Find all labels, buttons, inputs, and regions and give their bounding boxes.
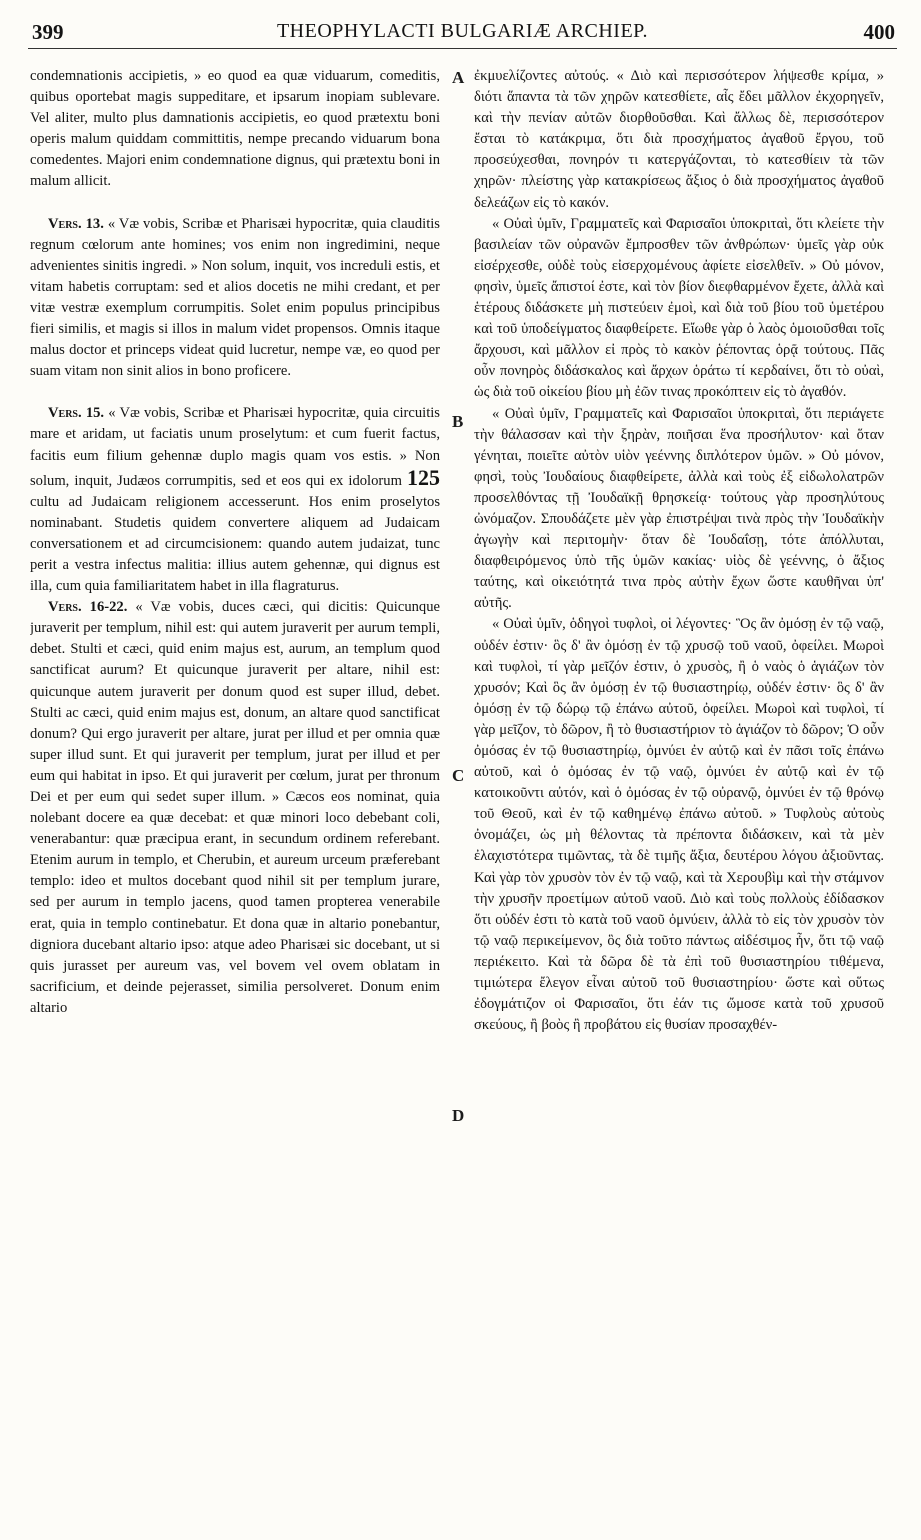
greek-column bbox=[474, 66, 884, 1524]
latin-column bbox=[30, 66, 440, 1524]
latin-paragraph bbox=[30, 597, 440, 1019]
greek-paragraph: « Οὐαὶ ὑμῖν, Γραμματεῖς καὶ Φαρισαῖοι ὑποκριταὶ, ὅτι κλείετε τὴν βασιλείαν τῶν οὐρανῶν ἔμπροσθεν τῶν ἀνθρώπων· ὑμεῖς γὰρ οὐκ εἰσέρχεσθε, οὐδὲ τοὺς εἰσερχομένους ἀφίετε εἰσελθεῖν. » Οὐ μόνον, φησὶν, ὑμεῖς ἄπιστοί ἐστε, καὶ τὸν βίον διεφθαρμένον ἔχετε, ἀλλὰ καὶ ἑτέρους διδάσκετε μὴ πιστεύειν ἐμοὶ, καὶ διὰ τοῦ βίου τοῦ ὑμετέρου καὶ τοῦ ὑποδείγματος διαφθείρετε. Εἴωθε γὰρ ὁ λαὸς ὁμοιοῦσθαι τοῖς ἄρχουσι, καὶ μᾶλλον εἰ πρὸς τὸ κακὸν ῥέποντας ὁρᾷ τούτους. Πᾶς οὖν πονηρὸς διδάσκαλος καὶ ἄρχων ὁράτω τί κερδαίνει, ὅτι τὸ οὐαὶ, ὡς διὰ τοῦ οἰκείου βίου μὴ ἐῶν τινας προκόπτειν εἰς τὸ ἀγαθόν. bbox=[474, 215, 884, 401]
verse-label: Vers. 13. bbox=[48, 215, 104, 232]
latin-text: « Væ vobis, Scribæ et Pharisæi hypocritæ, quia circuitis mare et aridam, ut faciatis unum proselytum: et cum fuerit factus, facitis eum filium gehennæ duplo magis quam vos estis. » Non solum, inquit, Judæos corrumpitis, sed et eos qui ex idolorum bbox=[30, 405, 440, 489]
margin-letter-a: A bbox=[452, 68, 465, 87]
verse-label: Vers. 15. bbox=[48, 405, 105, 422]
latin-text: « Væ vobis, duces cæci, qui dicitis: Quicunque juraverit per templum, nihil est: qui autem juraverit per aurum templi, debet. Stulti et cæci, quid enim majus est, aurum, an templum quod sanctificat aurum? Et quicunque juraverit per altare, nihil est: quicunque autem juraverit per donum quod est super illud, debet. Stulti ac cæci, quid enim majus est, donum, an altare quod sanctificat donum? Qui ergo juraverit per altare, jurat per illud et per omnia quæ super illud sunt. Et qui juraverit per templum, jurat per illud et per eum qui habitat in ipso. Et qui juraverit per cœlum, jurat per thronum Dei et per eum qui sedet super illum. » Cæcos eos nominat, quia nolebant docere ea quæ decebat: et quæ minori loco debebant coli, venerabantur: quæ præcipua erant, in secundum ordinem referebant. Etenim aurum in templo, et Cherubin, et aureum urceum præferebant templo: ideo et multos docebant quod nihil sit per templum jurare, sed per aurum in templo jacens, quod tamen propterea venerabile erat, quia in templo continebatur. Et dona quæ in altario ponebantur, digniora ducebant altario ipso: atque adeo Pharisæi sic docebant, ut si quis jurasset per aureum vas, vel bovem vel ovem oblatam in sacrificium, et deinde pejerasset, similia persolveret. Donum enim altario bbox=[30, 599, 440, 1016]
column-marker: 125 bbox=[407, 464, 440, 490]
greek-paragraph: ἐκμυελίζοντες αὐτούς. « Διὸ καὶ περισσότερον λήψεσθε κρίμα, » διότι ἅπαντα τὰ τῶν χηρῶν κατεσθίετε, αἷς ἔδει μᾶλλον ἐκχορηγεῖν, καὶ τὴν πενίαν αὐτῶν διορθοῦσθαι. Καὶ ἄλλως δὲ, περισσότερον ἔσται τὸ κατάκριμα, ὅτι διὰ προσχήματος ἀγαθοῦ ἔργου, τοῦ προσεύχεσθαι, πονηρόν τι κατεργάζονται, τὸ κατεσθίειν τὰ τῶν χηρῶν· πλείστης γὰρ κατακρίσεως ἄξιος ὁ διὰ προσχήματος ἀγαθοῦ δελεάζων εἰς τὸ κακόν. bbox=[474, 68, 884, 211]
greek-paragraph: « Οὐαὶ ὑμῖν, ὁδηγοὶ τυφλοὶ, οἱ λέγοντες· Ὃς ἂν ὀμόσῃ ἐν τῷ ναῷ, οὐδέν ἐστιν· ὃς δ' ἂν ὀμόσῃ ἐν τῷ χρυσῷ τοῦ ναοῦ, ὀφείλει. Μωροὶ καὶ τυφλοὶ, τί γὰρ μεῖζόν ἐστιν, ὁ χρυσὸς, ἢ ὁ ναὸς ὁ ἁγιάζων τὸν χρυσόν; Καὶ ὃς ἂν ὀμόσῃ ἐν τῷ θυσιαστηρίῳ, οὐδέν ἐστιν· ὃς δ' ἂν ὀμόσῃ ἐν τῷ δώρῳ τῷ ἐπάνω αὐτοῦ, ὀφείλει. Μωροὶ καὶ τυφλοὶ, τί γὰρ μεῖζον, τὸ δῶρον, ἢ τὸ θυσιαστήριον τὸ ἁγιάζον τὸ δῶρον; Ὁ οὖν ὀμόσας ἐν τῷ θυσιαστηρίῳ, ὀμνύει ἐν αὐτῷ καὶ ἐν πᾶσι τοῖς ἐπάνω αὐτοῦ, καὶ ὁ ὀμόσας ἐν τῷ ναῷ, ὀμνύει ἐν αὐτῷ καὶ ἐν τῷ κατοικοῦντι αὐτόν, καὶ ὁ ὀμόσας ἐν τῷ οὐρανῷ, ὀμνύει ἐν τῷ θρόνῳ τοῦ Θεοῦ, καὶ ἐν τῷ καθημένῳ ἐπάνω αὐτοῦ. » Τυφλοὺς αὐτοὺς ὀνομάζει, ὡς μὴ θέλοντας τὰ πρέποντα διδάσκειν, καὶ τὰ μὲν ἐλαχιστότερα τιμῶντας, τὰ δὲ τιμῆς ἄξια, δευτέρου λόγου ἀξιοῦντας. Καὶ γὰρ τὸν χρυσὸν τὸν ἐν τῷ ναῷ, καὶ τὰ Χερουβὶμ καὶ τὴν στάμνον τὴν χρυσῆν προετίμων αὐτοῦ ναοῦ. Διὸ καὶ τοὺς πολλοὺς ἐδίδασκον ὅτι οὐδέν ἐστι τὸ κατὰ τοῦ ναοῦ ὀμνύειν, ἀλλὰ τὸ εἰς τὸν χρυσὸν τὸν τῷ ναῷ περικείμενον, ὃς διὰ τοῦτο πάντως αἰδέσιμος ἦν, ὅτι τῷ ναῷ περιέκειτο. Καὶ τὰ δῶρα δὲ τὰ ἐπὶ τοῦ θυσιαστηρίου τιθέμενα, τιμιώτερα ἔλεγον εἶναι αὐτοῦ τοῦ θυσιαστηρίου· ὥστε καὶ οὕτως ἐδογμάτιζον οἱ Φαρισαῖοι, ὅτι ἐάν τις ὤμοσε κατὰ τοῦ χρυσοῦ σκεύους, ἢ βοὸς ἢ προβάτου εἰς θυσίαν προσαχθέν- bbox=[474, 616, 884, 1034]
latin-text: cultu ad Judaicam religionem accesserunt. Hos enim proselytos nominabant. Studetis quidem convertere aliquem ad Judaicam conversationem et ad circumcisionem: quando autem judaizat, tunc perit a vestra infectus malitia: illius autem gehennæ, qui dignus est illa, cum quia familiaritatem habet in illa flagraturus. bbox=[30, 493, 440, 595]
margin-letter-b: B bbox=[452, 412, 464, 431]
greek-paragraph: « Οὐαὶ ὑμῖν, Γραμματεῖς καὶ Φαρισαῖοι ὑποκριταὶ, ὅτι περιάγετε τὴν θάλασσαν καὶ τὴν ξηρὰν, ποιῆσαι ἕνα προσήλυτον· καὶ ὅταν γένηται, ποιεῖτε αὐτὸν υἱὸν γεέννης διπλότερον ὑμῶν. » Οὐ μόνον, φησὶ, τοὺς Ἰουδαίους διαφθείρετε, ἀλλὰ καὶ τοὺς ἐξ εἰδωλολατρῶν προσελθόντας τῇ Ἰουδαϊκῇ θρησκείᾳ· τούτους γὰρ προσηλύτους ὠνόμαζον. Σπουδάζετε μὲν γὰρ ἐπιστρέψαι τινὰ πρὸς τὴν Ἰουδαϊκὴν ἀγωγὴν καὶ περιτομὴν· ὅταν δὲ Ἰουδαΐσῃ, τότε ἀπόλλυται, διαφθειρόμενος ὑπὸ τῆς ὑμῶν κακίας· υἱὸς δὲ γεέννης, ὁ ἄξιος ταύτης, καὶ οἰκειότητά τινα πρὸς αὐτὴν ἔχων ὥστε καυθῆναι ὑπ' αὐτῆς. bbox=[474, 405, 884, 612]
latin-text: « Væ vobis, Scribæ et Pharisæi hypocritæ, quia clauditis regnum cœlorum ante homines; vos enim non ingredimini, neque advenientes sinitis ingredi. » Non solum, inquit, vos increduli estis, et vitam habetis corruptam: sed et alios docetis ne mihi credant, et per vitæ vestræ exemplum corrumpitis. Solet enim populus principibus fieri similis, et magis si illos in malum videt propensos. Omnis itaque malus doctor et princeps videat quid lucretur, nempe væ, eo quod per suam vitam non sinit alios in bono proficere. bbox=[30, 215, 440, 380]
latin-paragraph bbox=[30, 403, 440, 597]
verse-label: Vers. 16-22. bbox=[48, 599, 128, 616]
margin-letter-c: C bbox=[452, 766, 465, 785]
latin-paragraph bbox=[30, 214, 440, 383]
running-header bbox=[28, 14, 897, 49]
page-number-right: 400 bbox=[863, 20, 895, 44]
latin-paragraph: condemnationis accipietis, » eo quod ea quæ viduarum, comeditis, quibus oportebat magis suppeditare, et ipsarum inopiam sublevare. Vel aliter, multo plus damnationis accipietis, eo quod prætextu boni operis malum quiddam committitis, nempe precando viduarum bona comedentes. Majori enim condemnatione dignus, qui prætextu boni in malum allicit. bbox=[30, 68, 440, 190]
page-number-left: 399 bbox=[32, 20, 64, 44]
running-title: THEOPHYLACTI BULGARIÆ ARCHIEP. bbox=[276, 20, 649, 42]
margin-letter-d: D bbox=[452, 1106, 465, 1125]
